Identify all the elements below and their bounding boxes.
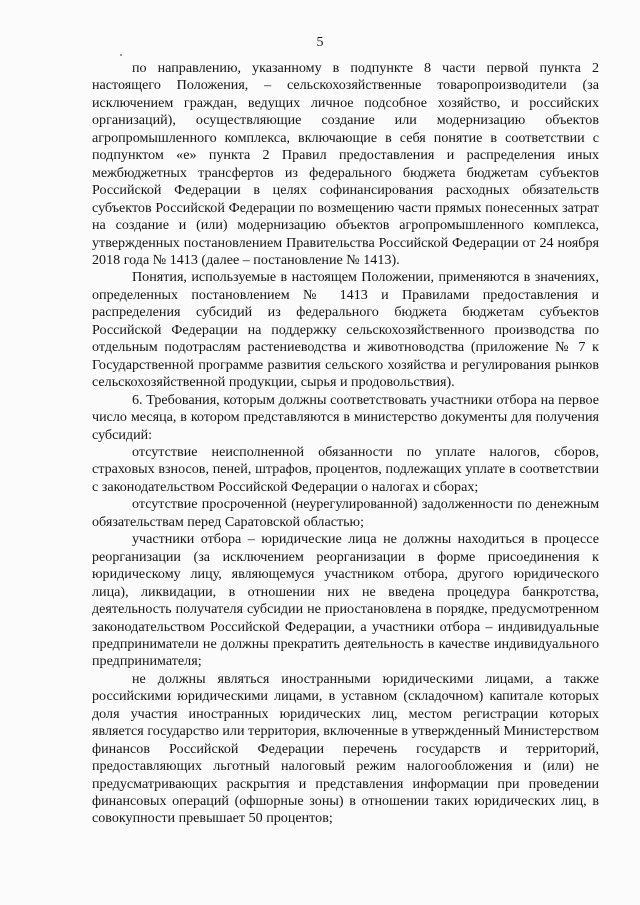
paragraph-no-overdue-debt: отсутствие просроченной (неурегулированной) задолженности по денежным обязательствам перед Саратовской областью; [92,496,599,530]
paragraph-definitions: Понятия, используемые в настоящем Положении, применяются в значениях, определенных постановлением № 1413 и Правилами предоставления и распределения субсидий из федерального бюджета бюджетам субъектов Российской Федерации на поддержку сельскохозяйственного производства по отдельным подотраслям растениеводства и животноводства (приложение № 7 к Государственной программе развития сельского хозяйства и регулирования рынков сельскохозяйственной продукции, сырья и продовольствия). [92,269,599,391]
body-text [92,60,599,828]
paragraph-no-tax-debt: отсутствие неисполненной обязанности по уплате налогов, сборов, страховых взносов, пеней, штрафов, процентов, подлежащих уплате в соответствии с законодательством Российской Федерации о налогах и сборах; [92,443,599,495]
paragraph-no-reorganization: участники отбора – юридические лица не должны находиться в процессе реорганизации (за исключением реорганизации в форме присоединения к юридическому лицу, являющемуся участником отбора, другого юридического лица), ликвидации, в отношении них не введена процедура банкротства, деятельность получателя субсидии не приостановлена в порядке, предусмотренном законодательством Российской Федерации, а участники отбора – индивидуальные предприниматели не должны прекратить деятельность в качестве индивидуального предпринимателя; [92,531,599,670]
paragraph-no-foreign-entities: не должны являться иностранными юридическими лицами, а также российскими юридическими лицами, в уставном (складочном) капитале которых доля участия иностранных юридических лиц, местом регистрации которых является государство или территория, включенные в утвержденный Министерством финансов Российской Федерации перечень государств и территорий, предоставляющих льготный налоговый режим налогообложения и (или) не предусматривающих раскрытия и представления информации при проведении финансовых операций (офшорные зоны) в отношении таких юридических лиц, в совокупности превышает 50 процентов; [92,670,600,827]
paragraph-requirements-intro: 6. Требования, которым должны соответствовать участники отбора на первое число месяца, в котором представляются в министерство документы для получения субсидий: [92,391,599,443]
paragraph-continuation: по направлению, указанному в подпункте 8 части первой пункта 2 настоящего Положения, – сельскохозяйственные товаропроизводители (за исключением граждан, ведущих личное подсобное хозяйство, и российских организаций), осуществляющие создание или модернизацию объектов агропромышленного комплекса, включающие в себя понятие в соответствии с подпунктом «е» пункта 2 Правил предоставления и распределения иных межбюджетных трансфертов из федерального бюджета бюджетам субъектов Российской Федерации в целях софинансирования расходных обязательств субъектов Российской Федерации по возмещению части прямых понесенных затрат на создание и (или) модернизацию объектов агропромышленного комплекса, утвержденных постановлением Правительства Российской Федерации от 24 ноября 2018 года № 1413 (далее – постановление № 1413). [92,60,599,268]
scan-artifact [120,54,122,56]
page-number: 5 [316,35,324,50]
